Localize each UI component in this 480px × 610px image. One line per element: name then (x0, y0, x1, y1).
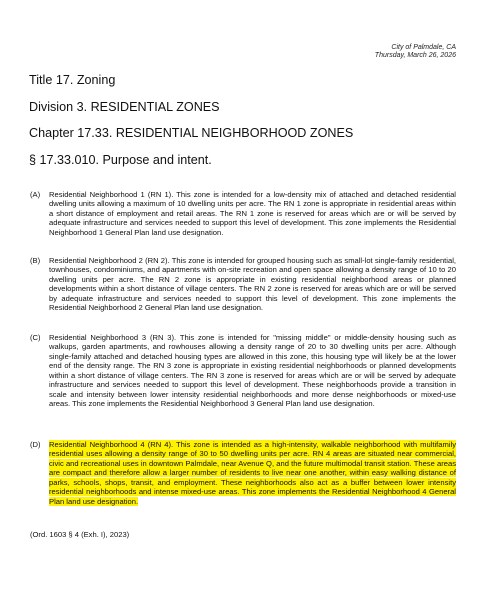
paragraph-rn4 (30, 440, 456, 506)
paragraph-marker: (C) (30, 333, 41, 342)
paragraph-text: Residential Neighborhood 1 (RN 1). This zone is intended for a low-density mix of attached and detached residential dwelling units allowing a maximum of 10 dwelling units per acre. The RN 1 zone is appropriate in residential areas within a short distance of employment and retail areas. The RN 1 zone is reserved for areas which are or will be served by adequate infrastructure and services needed to support this level of development. This zone implements the Residential Neighborhood 1 General Plan land use designation. (49, 190, 456, 237)
date-label: Thursday, March 26, 2026 (374, 52, 456, 59)
paragraph-text: Residential Neighborhood 3 (RN 3). This zone is intended for "missing middle" or middle-density housing such as walkups, garden apartments, and rowhouses allowing a density range of 20 to 30 dwelling units per acre. Although single-family attached and detached housing types are allowed in this zone, this housing type will likely be at the lower end of the density range. The RN 3 zone is appropriate in existing residential neighborhoods or planned developments within a short distance of village centers. The RN 3 zone is reserved for areas which are or will be served by adequate infrastructure and services needed to support this level of development. These neighborhoods provide a transition in scale and intensity between lower intensity residential neighborhoods and more dense neighborhoods or mixed-use areas. This zone implements the Residential Neighborhood 3 General Plan land use designation. (49, 333, 456, 409)
paragraph-rn1 (30, 190, 456, 237)
paragraph-text: Residential Neighborhood 2 (RN 2). This zone is intended for grouped housing such as small-lot single-family residential, townhouses, condominiums, and apartments with on-site recreation and open space allowing a density range of 10 to 20 dwelling units per acre. The RN 2 zone is appropriate in existing residential neighborhood areas or planned developments within a short distance of village centers. The RN 2 zone is reserved for areas which are or will be served by adequate infrastructure and services needed to support this level of development. This zone implements the Residential Neighborhood 2 General Plan land use designation. (49, 256, 456, 313)
paragraph-marker: (A) (30, 190, 41, 199)
paragraph-marker: (B) (30, 256, 41, 265)
paragraph-rn3 (30, 333, 456, 409)
highlighted-text: Residential Neighborhood 4 (RN 4). This zone is intended as a high-intensity, walkable neighborhood with multifamily residential uses allowing a density range of 30 to 50 dwelling units per acre. RN 4 areas are situated near commercial, civic and recreational uses in downtown Palmdale, near Avenue Q, and the future multimodal transit station. These areas are compact and therefore allow a larger number of residents to live near one another, within easy walking distance of parks, schools, shops, transit, and employment. These neighborhoods also act as a buffer between lower intensity residential neighborhoods and intense mixed-use areas. This zone implements the Residential Neighborhood 4 General Plan land use designation. (49, 440, 456, 506)
chapter-heading: Chapter 17.33. RESIDENTIAL NEIGHBORHOOD ZONES (29, 126, 354, 140)
paragraph-marker: (D) (30, 440, 41, 449)
ordinance-citation: (Ord. 1603 § 4 (Exh. I), 2023) (30, 530, 130, 539)
division-heading: Division 3. RESIDENTIAL ZONES (29, 100, 220, 114)
paragraph-text-highlighted (49, 440, 456, 506)
city-label: City of Palmdale, CA (391, 44, 456, 51)
title-heading: Title 17. Zoning (29, 73, 116, 87)
document-header (375, 44, 456, 60)
paragraph-rn2 (30, 256, 456, 313)
section-heading: § 17.33.010. Purpose and intent. (29, 153, 212, 167)
